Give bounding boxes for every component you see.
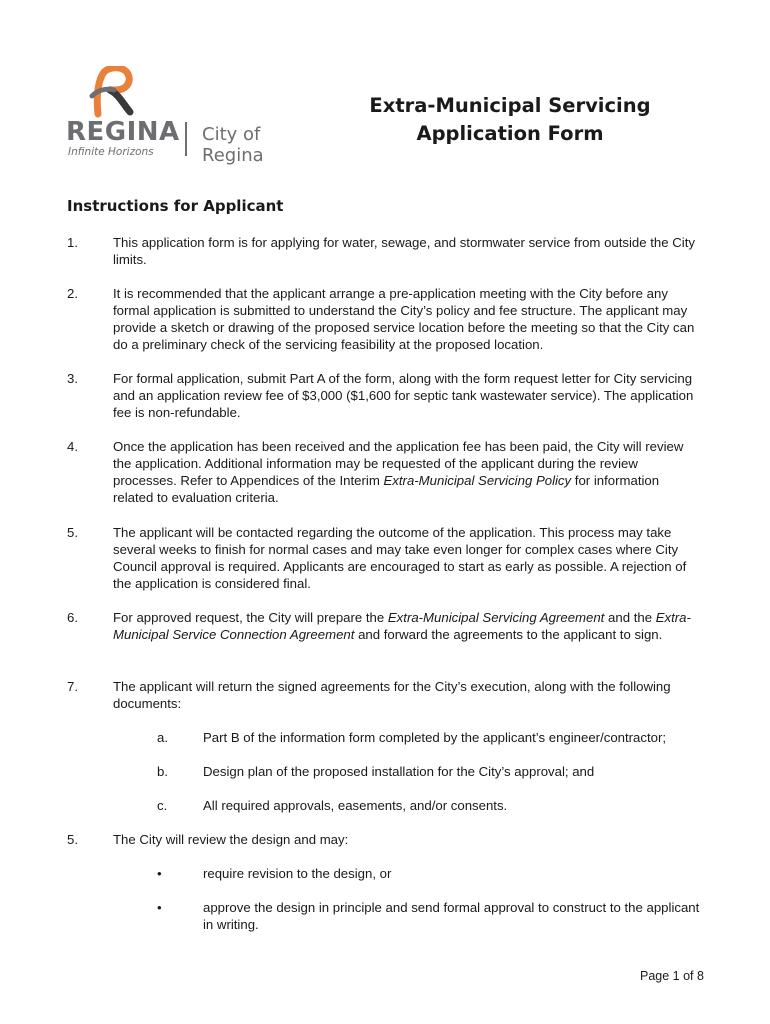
- document-title: [340, 92, 680, 148]
- item-text: This application form is for applying for water, sewage, and stormwater service from outside the City limits.: [113, 235, 695, 267]
- item-number: 6.: [67, 610, 78, 625]
- regina-r-mark-icon: [88, 66, 138, 118]
- item-number: 2.: [67, 286, 78, 301]
- item-text: [113, 438, 703, 506]
- item-text: It is recommended that the applicant arrange a pre-application meeting with the City before any formal application is submitted to understand the City’s policy and fee structure. The applicant may provide a sketch or drawing of the proposed service location before the meeting so that the City can do a preliminary check of the servicing feasibility at the proposed location.: [113, 286, 695, 352]
- section-heading: Instructions for Applicant: [67, 197, 284, 215]
- item-number: 1.: [67, 235, 78, 250]
- item-text-part: Once the application has been received and the application fee has been paid, the City will review the application. Additional information may be requested of the applicant during the review processes. Refer to Appendices of the Interim: [113, 439, 684, 488]
- bullet-text: approve the design in principle and send formal approval to construct to the applicant in writing.: [203, 900, 700, 932]
- item-number: 5.: [67, 832, 78, 847]
- item-number: 7.: [67, 679, 78, 694]
- item-text: [113, 609, 703, 643]
- bullet-symbol: •: [157, 866, 162, 881]
- sub-item-letter: a.: [157, 730, 168, 745]
- agreement-title: Extra-Municipal Service Connection Agreement: [113, 610, 691, 642]
- logo-wordmark: REGINA: [66, 117, 180, 147]
- item-text-part: For approved request, the City will prepare the: [113, 610, 388, 625]
- item-number: 4.: [67, 439, 78, 454]
- bullet-text: require revision to the design, or: [203, 866, 392, 881]
- policy-title: Extra-Municipal Servicing Policy: [383, 473, 572, 488]
- sub-item-text: Part B of the information form completed by the applicant’s engineer/contractor;: [203, 730, 667, 745]
- item-text: The applicant will return the signed agreements for the City’s execution, along with the following documents:: [113, 679, 671, 711]
- item-text-part: and the: [604, 610, 656, 625]
- item-number: 5.: [67, 525, 78, 540]
- bullet-symbol: •: [157, 900, 162, 915]
- title-line-2: Application Form: [416, 122, 604, 145]
- sub-item-text: Design plan of the proposed installation for the City’s approval; and: [203, 764, 595, 779]
- sub-item-letter: c.: [157, 798, 168, 813]
- logo-tagline: Infinite Horizons: [68, 146, 154, 158]
- regina-logo: [66, 66, 326, 166]
- item-text: For formal application, submit Part A of the form, along with the form request letter for City servicing and an application review fee of $3,000 ($1,600 for septic tank wastewater service). The application fee is non-refundable.: [113, 371, 694, 420]
- item-text-part: for information related to evaluation criteria.: [113, 473, 660, 505]
- sub-item-text: All required approvals, easements, and/or consents.: [203, 798, 508, 813]
- logo-city-name: City of Regina: [202, 124, 264, 166]
- item-number: 3.: [67, 371, 78, 386]
- title-line-1: Extra-Municipal Servicing: [369, 94, 651, 117]
- item-text: The applicant will be contacted regarding the outcome of the application. This process may take several weeks to finish for normal cases and may take even longer for complex cases where City Council approval is required. Applicants are encouraged to start as early as possible. A rejection of the application is considered final.: [113, 525, 687, 591]
- page-number: Page 1 of 8: [640, 969, 704, 983]
- sub-item-letter: b.: [157, 764, 168, 779]
- item-text: The City will review the design and may:: [113, 832, 349, 847]
- logo-divider: [185, 122, 187, 156]
- agreement-title: Extra-Municipal Servicing Agreement: [387, 610, 605, 625]
- item-text-part: and forward the agreements to the applicant to sign.: [354, 627, 663, 642]
